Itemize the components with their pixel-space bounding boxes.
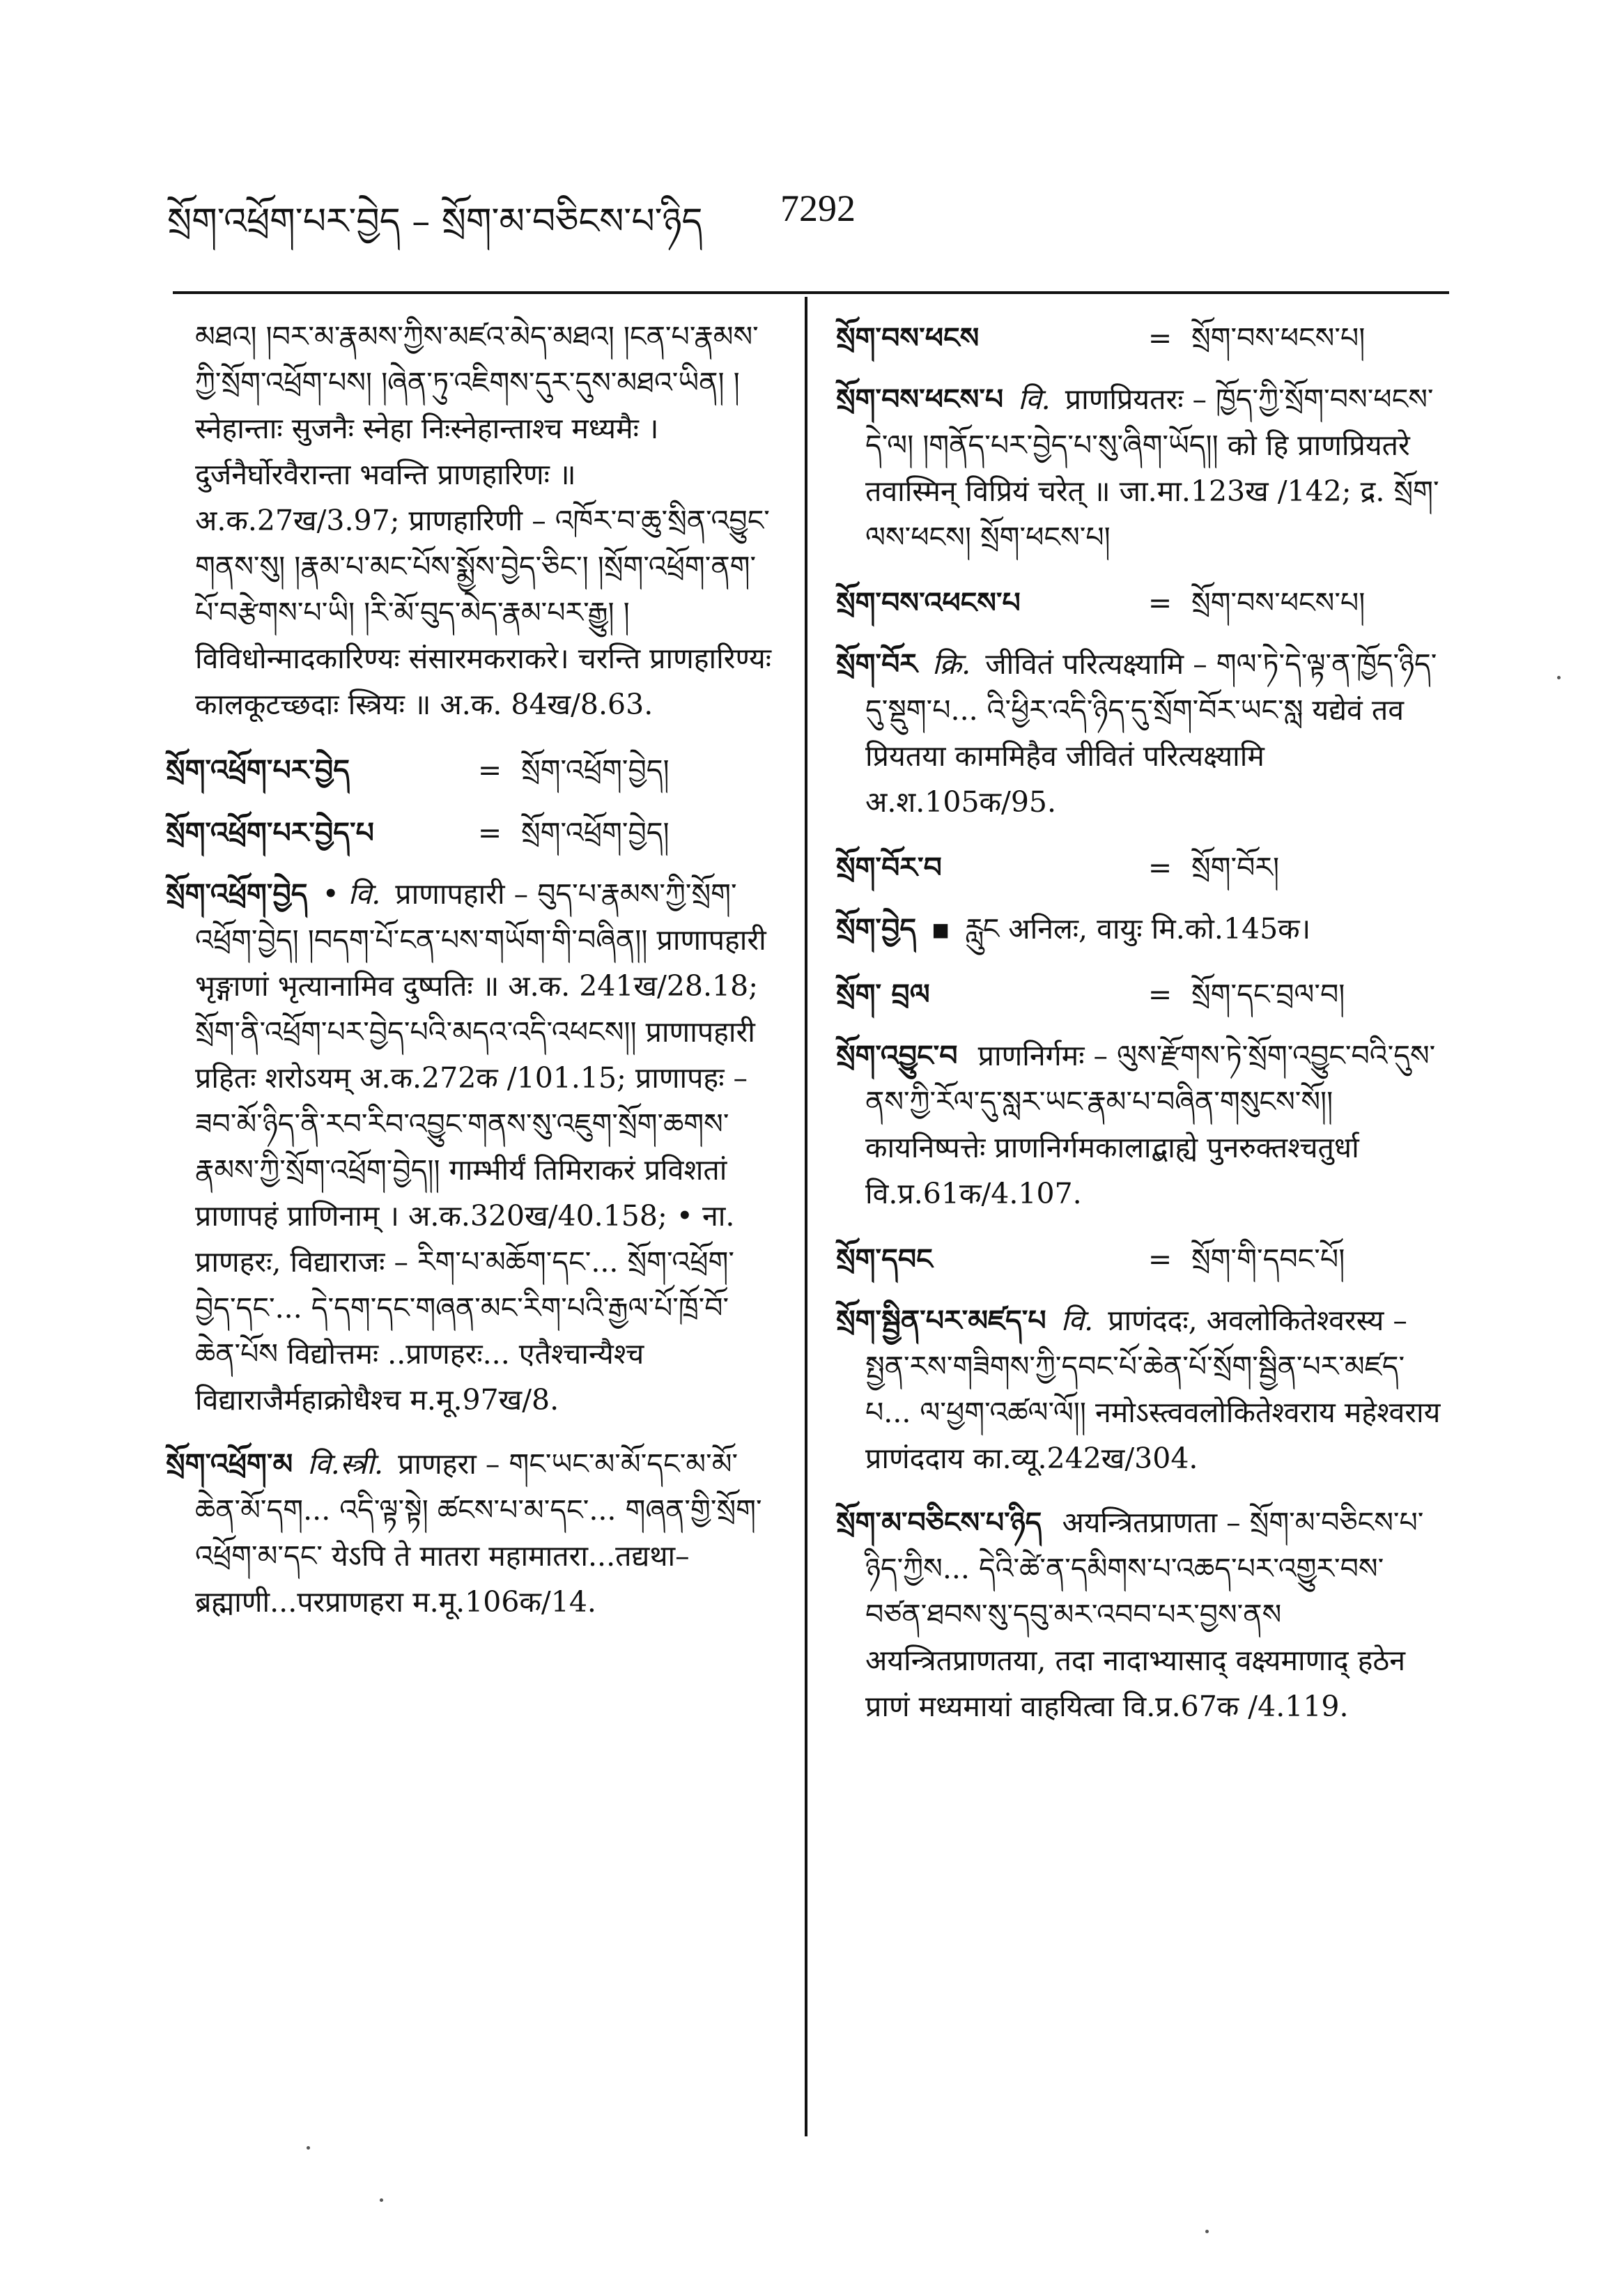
entry-text: जीवितं परित्यक्ष्यामि – གལ་ཏེ་དེ་ལྟ་ན་ཁྱོད་ཉིད་དུ་སྡུག་པ... འི་ཕྱིར་འདི་ཉིད་དུ་སྲོག་བོར་ཡང་སླ यद्येवं तव प्रियतया काममिहैव जीवितं परित्यक्ष्यामि अ.श.105क/95. — [865, 647, 1437, 819]
cross-reference — [166, 746, 772, 794]
dictionary-entry — [166, 871, 772, 1423]
entry-headword: སྲོག་འཕྲོག་མ — [166, 1447, 293, 1481]
xref-target: སྲོག་དང་བྲལ་བ། — [1191, 978, 1345, 1011]
grammar-label: ▪ — [931, 912, 951, 946]
cross-reference — [836, 314, 1442, 362]
dictionary-entry — [836, 1033, 1442, 1217]
dictionary-entry — [836, 641, 1442, 825]
entry-headword: སྲོག་བྱེད — [836, 912, 917, 946]
entry-text: རླུང अनिलः, वायुः मि.को.145क। — [965, 912, 1311, 946]
xref-headword: སྲོག་བོར་བ — [836, 851, 942, 884]
cross-reference — [836, 1235, 1442, 1283]
scan-speck — [1205, 2230, 1209, 2233]
scan-speck — [1557, 676, 1561, 679]
xref-target: སྲོག་གི་དབང་པོ། — [1191, 1242, 1345, 1276]
entry-headword: སྲོག་སྦྱིན་པར་མཛད་པ — [836, 1304, 1046, 1337]
entry-continuation — [166, 314, 772, 727]
page-header — [167, 167, 1449, 251]
xref-equals: = — [1147, 851, 1173, 884]
xref-headword: སྲོག་འཕྲོག་པར་བྱེད་པ — [166, 816, 374, 849]
xref-headword: སྲོག་བས་འཕངས་པ — [836, 586, 1021, 619]
xref-equals: = — [1147, 978, 1173, 1011]
entry-text: प्राणप्रियतरः – ཁྱོད་ཀྱི་སྲོག་བས་ཕངས་དེ་ལ། །གནོད་པར་བྱེད་པ་སུ་ཞིག་ཡོད།། को हि प्राणप्रियतरे तवास्मिन् विप्रियं चरेत् ॥ जा.मा.123ख /142; द्र. སྲོག་ལས་ཕངས། སྲོག་ཕངས་པ། — [865, 383, 1439, 554]
xref-headword: སྲོག་དབང — [836, 1242, 933, 1276]
scan-speck — [307, 2146, 310, 2150]
grammar-label: • वि. — [322, 877, 381, 911]
xref-target: སྲོག་འཕྲོག་བྱེད། — [521, 816, 670, 849]
entry-headword: སྲོག་མ་བཅིངས་པ་ཉིད — [836, 1506, 1042, 1539]
entry-text: अयन्त्रितप्राणता – སྲོག་མ་བཅིངས་པ་ཉིད་ཀྱིས... དེའི་ཚེ་ན་དམིགས་པ་འཆད་པར་འགྱུར་བས་བཙན་ཐབས་སུ་དབུ་མར་འབབ་པར་བྱས་ནས अयन्त्रितप्राणतया, तदा नादाभ्यासाद् वक्ष्यमाणाद् हठेन प्राणं मध्यमायां वाहयित्वा वि.प्र.67क /4.119. — [865, 1506, 1424, 1723]
entry-headword: སྲོག་བོར — [836, 647, 918, 681]
xref-equals: = — [1147, 1242, 1173, 1276]
page-number: 7292 — [780, 187, 856, 229]
entry-text: प्राणनिर्गमः – ལུས་རྫོགས་ཏེ་སྲོག་འབྱུང་བའི་དུས་ནས་ཀྱི་རོལ་དུ་སླར་ཡང་རྣམ་པ་བཞིན་གསུངས་སོ།། कायनिष्पत्तेः प्राणनिर्गमकालाद्बाह्ये पुनरुक्तश्चतुर्धा वि.प्र.61क/4.107. — [865, 1039, 1436, 1210]
entry-text: प्राणापहारी – བུད་པ་རྣམས་ཀྱི་སྲོག་འཕྲོག་བྱེད། །བདག་པོ་ངན་པས་གཡོག་གི་བཞིན།། प्राणापहारी भृङ्गाणां भृत्यानामिव दुष्पतिः ॥ अ.क. 241ख/28.18; སྲོག་ནི་འཕྲོག་པར་བྱེད་པའི་མདའ་འདི་འཕངས།། प्राणापहारी प्रहितः शरोऽयम् अ.क.272क /101.15; प्राणापहः – ཟབ་མོ་ཉིད་ནི་རབ་རིབ་འབྱུང་གནས་སུ་འཇུག་སྲོག་ཆགས་རྣམས་ཀྱི་སྲོག་འཕྲོག་བྱེད།། गाम्भीर्यं तिमिराकरं प्रविशतां प्राणापहं प्राणिनाम् । अ.क.320ख/40.158; • ना. प्राणहरः, विद्याराजः – རིག་པ་མཆོག་དང་... སྲོག་འཕྲོག་བྱེད་དང་... དེ་དག་དང་གཞན་མང་རིག་པའི་རྒྱལ་པོ་ཁྲོ་བོ་ཆེན་པོས विद्योत्तमः ..प्राणहरः... एतैश्चान्यैश्च विद्याराजैर्महाक्रोधैश्च म.मू.97ख/8. — [195, 877, 766, 1417]
dictionary-entry — [166, 1441, 772, 1625]
xref-equals: = — [1147, 586, 1173, 619]
xref-target: སྲོག་བས་ཕངས་པ། — [1191, 586, 1366, 619]
entry-text: प्राणंददः, अवलोकितेश्वरस्य – སྤྱན་རས་གཟིགས་ཀྱི་དབང་པོ་ཆེན་པོ་སྲོག་སྦྱིན་པར་མཛད་པ... ལ་ཕྱག་འཚལ་ལོ།། नमोऽस्त्ववलोकितेश्वराय महेश्वराय प्राणंददाय का.व्यू.242ख/304. — [865, 1304, 1441, 1475]
left-column — [166, 314, 772, 1643]
grammar-label: वि.स्त्री. — [307, 1447, 384, 1481]
dictionary-entry — [836, 1297, 1442, 1481]
column-divider — [805, 297, 807, 2136]
cross-reference — [836, 578, 1442, 627]
xref-target: སྲོག་བས་ཕངས་པ། — [1191, 321, 1366, 355]
cross-reference — [836, 843, 1442, 892]
entry-text: प्राणहरा – གང་ཡང་མ་མོ་དང་མ་མོ་ཆེན་མོ་དག... འདི་ལྟ་སྟེ། ཚངས་པ་མ་དང་... གཞན་གྱི་སྲོག་འཕྲོག་མ་དང་ येऽपि ते मातरा महामातरा...तद्यथा–ब्रह्माणी...परप्राणहरा म.मू.106क/14. — [195, 1447, 762, 1619]
dictionary-entry — [836, 906, 1442, 952]
cross-reference — [836, 970, 1442, 1019]
cross-reference — [166, 808, 772, 857]
entry-headword: སྲོག་འབྱུང་བ — [836, 1039, 958, 1072]
dictionary-entry — [836, 1500, 1442, 1729]
xref-equals: = — [1147, 321, 1173, 355]
entry-headword: སྲོག་བས་ཕངས་པ — [836, 383, 1004, 416]
xref-target: སྲོག་འཕྲོག་བྱེད། — [521, 753, 670, 787]
dictionary-entry — [836, 376, 1442, 560]
header-rule — [173, 291, 1449, 294]
xref-target: སྲོག་བོར། — [1191, 851, 1280, 884]
xref-equals: = — [477, 816, 502, 849]
running-head: སྲོག་འཕྲོག་པར་བྱེད – སྲོག་མ་བཅིངས་པ་ཉིད — [167, 201, 703, 242]
grammar-label: वि. — [1018, 383, 1051, 416]
xref-headword: སྲོག་འཕྲོག་པར་བྱེད — [166, 753, 350, 787]
entry-headword: སྲོག་འཕྲོག་བྱེད — [166, 877, 308, 911]
xref-equals: = — [477, 753, 502, 787]
grammar-label: वि. — [1060, 1304, 1094, 1337]
scan-speck — [380, 2198, 383, 2202]
entry-text: མཐའ། །བར་མ་རྣམས་ཀྱིས་མཛའ་མེད་མཐའ། །ངན་པ་རྣམས་ཀྱི་སྲོག་འཕྲོག་པས། །ཞེན་ཏུ་འཇིགས་དུར་དུས་མཐའ་ཡིན། ། स्नेहान्ताः सुजनैः स्नेहा निःस्नेहान्ताश्च मध्यमैः । दुर्जनैर्घोरवैरान्ता भवन्ति प्राणहारिणः ॥ अ.क.27ख/3.97; प्राणहारिणी – འཁོར་བ་ཆུ་སྲིན་འབྱུང་གནས་སུ། །རྣམ་པ་མང་པོས་སྨྱོས་བྱེད་ཅིང་། །སྲོག་འཕྲོག་ནག་པོ་བརྩེགས་པ་ཡི། །རི་མོ་བུད་མེད་རྣམ་པར་རྒྱུ། ། विविधोन्मादकारिण्यः संसारमकराकरे। चरन्ति प्राणहारिण्यः कालकूटच्छदाः स्त्रियः ॥ अ.क. 84ख/8.63. — [195, 320, 772, 721]
xref-headword: སྲོག་ བྲལ — [836, 978, 930, 1011]
grammar-label: क्रि. — [932, 647, 971, 681]
right-column — [836, 314, 1442, 1748]
xref-headword: སྲོག་བས་ཕངས — [836, 321, 980, 355]
